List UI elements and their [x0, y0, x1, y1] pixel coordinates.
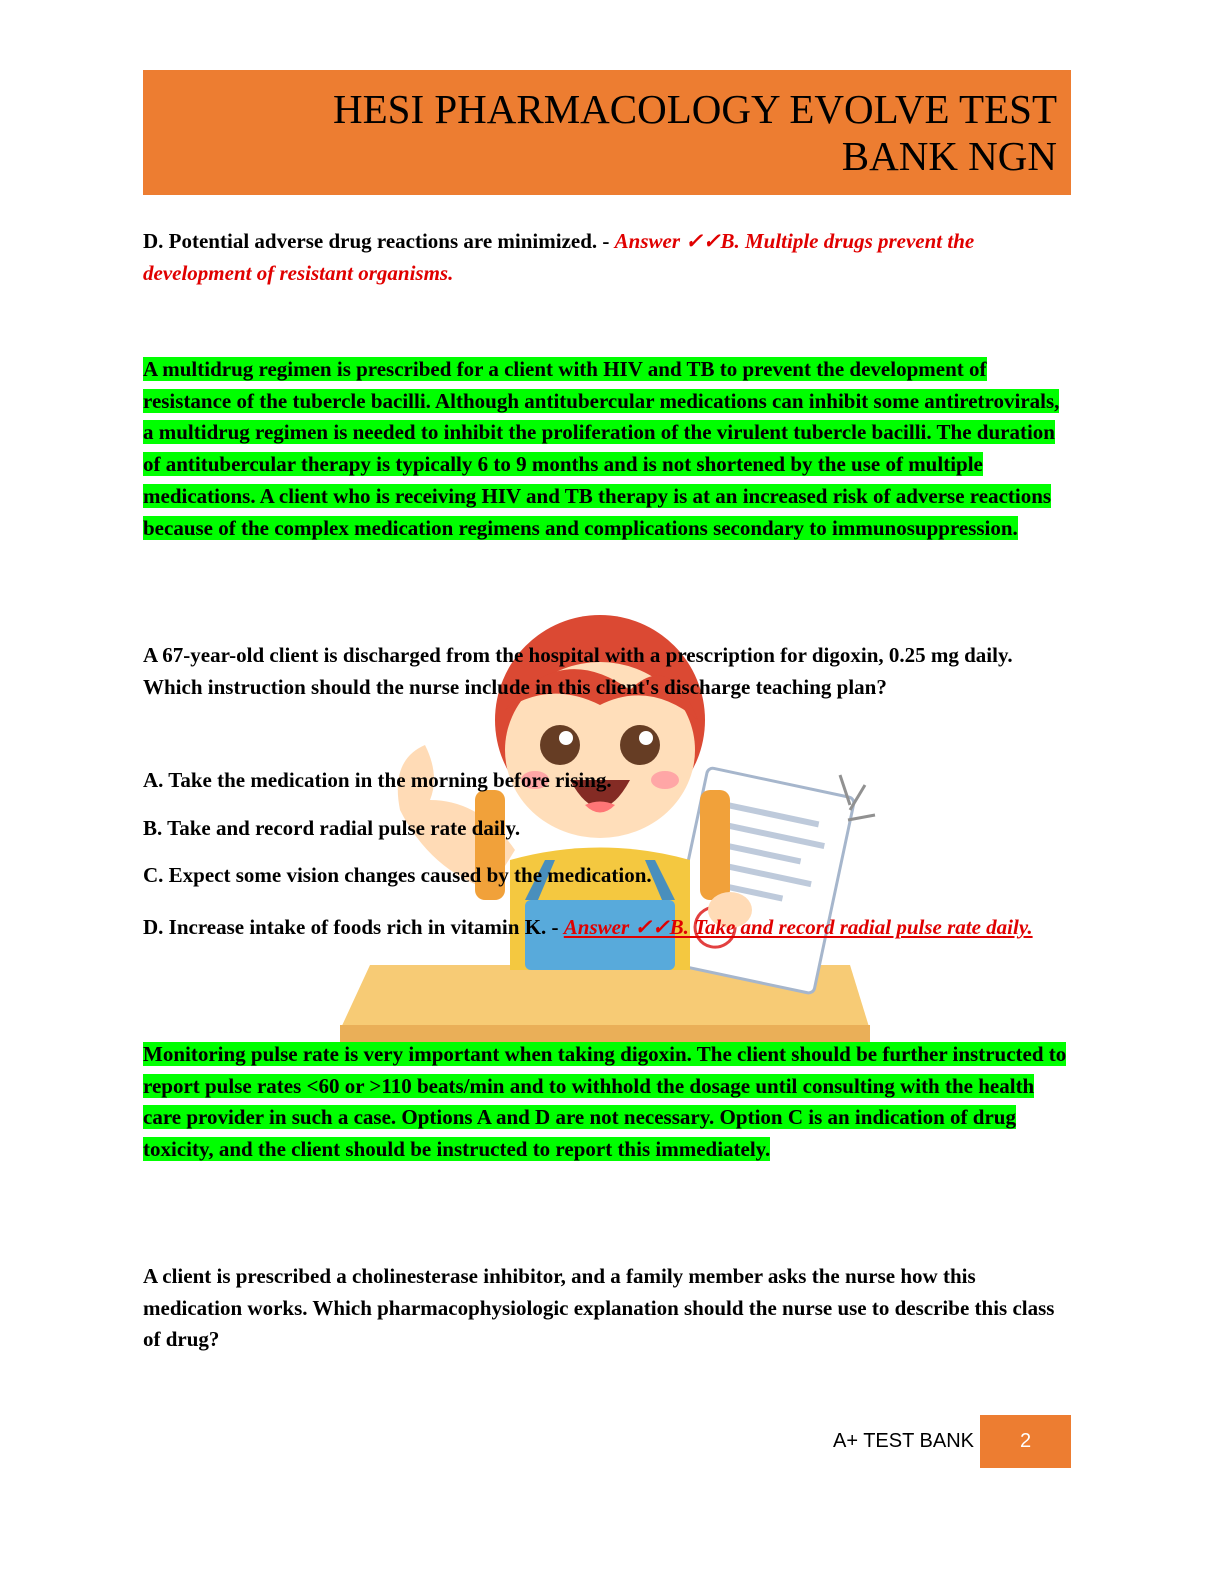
paper-shape	[667, 767, 855, 994]
header-band	[143, 70, 1071, 195]
title-line-1: HESI PHARMACOLOGY EVOLVE TEST	[333, 86, 1057, 132]
block1-option-d: D. Potential adverse drug reactions are minimized. -	[143, 229, 615, 253]
question2-option-d: D. Increase intake of foods rich in vitamin K. -	[143, 915, 564, 939]
rationale2-text: Monitoring pulse rate is very important when taking digoxin. The client should be further instructed to report pulse rates <60 or >110 beats/min and to withhold the dosage until consulting with the health care provider in such a case. Options A and D are not necessary. Option C is an indication of drug toxicity, and the client should be instructed to report this immediately.	[143, 1042, 1067, 1162]
block1-answer: Answer ✓✓B. Multiple drugs prevent the development of resistant organisms.	[143, 229, 975, 285]
rationale1-paragraph	[143, 354, 1068, 544]
block1-paragraph	[143, 226, 1073, 289]
question2-option-c: C. Expect some vision changes caused by the medication.	[143, 863, 652, 887]
question2-answer: Answer ✓✓B. Take and record radial pulse rate daily.	[563, 915, 1033, 939]
question2-option-a: A. Take the medication in the morning before rising.	[143, 768, 612, 792]
question2-option-b: B. Take and record radial pulse rate daily.	[143, 816, 521, 840]
page-number: 2	[980, 1415, 1071, 1468]
rationale2-paragraph	[143, 1039, 1068, 1166]
question3-stem: A client is prescribed a cholinesterase inhibitor, and a family member asks the nurse how this medication works. Which pharmacophysiologic explanation should the nurse use to describe this class of drug?	[143, 1264, 1055, 1352]
document-title	[333, 86, 1057, 180]
rationale1-text: A multidrug regimen is prescribed for a client with HIV and TB to prevent the development of resistance of the tubercle bacilli. Although antitubercular medications can inhibit some antiretrovirals, a multidrug regimen is needed to inhibit the proliferation of the virulent tubercle bacilli. The duration of antitubercular therapy is typically 6 to 9 months and is not shortened by the use of multiple medications. A client who is receiving HIV and TB therapy is at an increased risk of adverse reactions because of the complex medication regimens and complications secondary to immunosuppression.	[143, 357, 1060, 540]
title-line-2: BANK NGN	[841, 133, 1057, 179]
question2-stem: A 67-year-old client is discharged from the hospital with a prescription for digoxin, 0.25 mg daily. Which instruction should the nurse include in this client's discharge teaching plan?	[143, 643, 1013, 699]
question2-option-d-paragraph	[143, 912, 1058, 944]
footer-label: A+ TEST BANK	[833, 1430, 974, 1452]
